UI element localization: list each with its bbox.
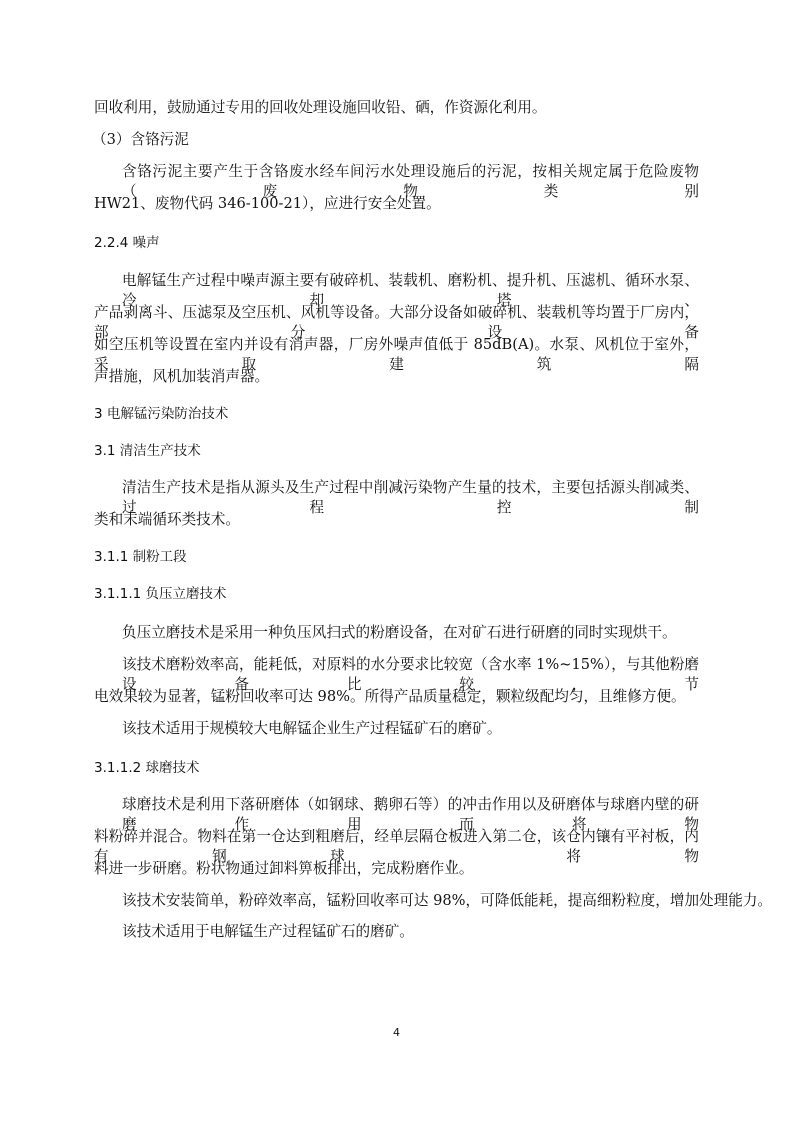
paragraph-line: 负压立磨技术是采用一种负压风扫式的粉磨设备，在对矿石进行研磨的同时实现烘干。 [122,624,677,641]
section-heading-3-1-1: 3.1.1 制粉工段 [94,549,187,565]
paragraph-line: 料粉碎并混合。物料在第一仓达到粗磨后，经单层隔仓板进入第二仓，该仓内镶有平衬板，内有钢球，将物 [94,828,699,865]
section-heading-3: 3 电解锰污染防治技术 [94,406,229,422]
page-number: 4 [393,1026,400,1039]
paragraph-line: 清洁生产技术是指从源头及生产过程中削减污染物产生量的技术，主要包括源头削减类、过程控制 [122,479,699,516]
paragraph-line: 含铬污泥主要产生于含铬废水经车间污水处理设施后的污泥，按相关规定属于危险废物（废物类别 [122,163,699,200]
section-heading-2-2-4: 2.2.4 噪声 [94,235,160,251]
paragraph-line: 如空压机等设置在室内并设有消声器，厂房外噪声值低于 85dB(A)。水泵、风机位于室外，采取建筑隔 [94,336,699,373]
list-item-heading: （3）含铬污泥 [92,131,189,148]
paragraph-line: 产品剥离斗、压滤泵及空压机、风机等设备。大部分设备如破碎机、装载机等均置于厂房内，部分设备 [94,304,699,341]
paragraph-line: 该技术磨粉效率高，能耗低，对原料的水分要求比较宽（含水率 1%~15%），与其他粉磨设备比较，节 [122,656,699,693]
paragraph-line: 该技术适用于电解锰生产过程锰矿石的磨矿。 [122,923,414,940]
paragraph-line: 料进一步研磨。粉状物通过卸料箅板排出，完成粉磨作业。 [94,860,474,877]
section-heading-3-1-1-1: 3.1.1.1 负压立磨技术 [94,586,227,602]
paragraph-line: 声措施，风机加装消声器。 [94,368,270,385]
paragraph-line: 回收利用，鼓励通过专用的回收处理设施回收铅、硒，作资源化利用。 [94,99,547,116]
paragraph-line: 电效果较为显著，锰粉回收率可达 98%。所得产品质量稳定，颗粒级配均匀，且维修方便。 [94,688,686,705]
paragraph-line: 该技术适用于规模较大电解锰企业生产过程锰矿石的磨矿。 [122,720,502,737]
section-heading-3-1: 3.1 清洁生产技术 [94,443,201,459]
paragraph-line: 该技术安装简单，粉碎效率高，锰粉回收率可达 98%，可降低能耗，提高细粉粒度，增加处理能力。 [122,892,773,909]
section-heading-3-1-1-2: 3.1.1.2 球磨技术 [94,760,200,776]
paragraph-line: 电解锰生产过程中噪声源主要有破碎机、装载机、磨粉机、提升机、压滤机、循环水泵、冷却塔、 [122,272,699,309]
paragraph-line: 类和末端循环类技术。 [94,511,240,528]
paragraph-line: HW21、废物代码 346-100-21），应进行安全处置。 [94,195,441,212]
paragraph-line: 球磨技术是利用下落研磨体（如钢球、鹅卵石等）的冲击作用以及研磨体与球磨内壁的研磨作用而将物 [122,796,699,833]
